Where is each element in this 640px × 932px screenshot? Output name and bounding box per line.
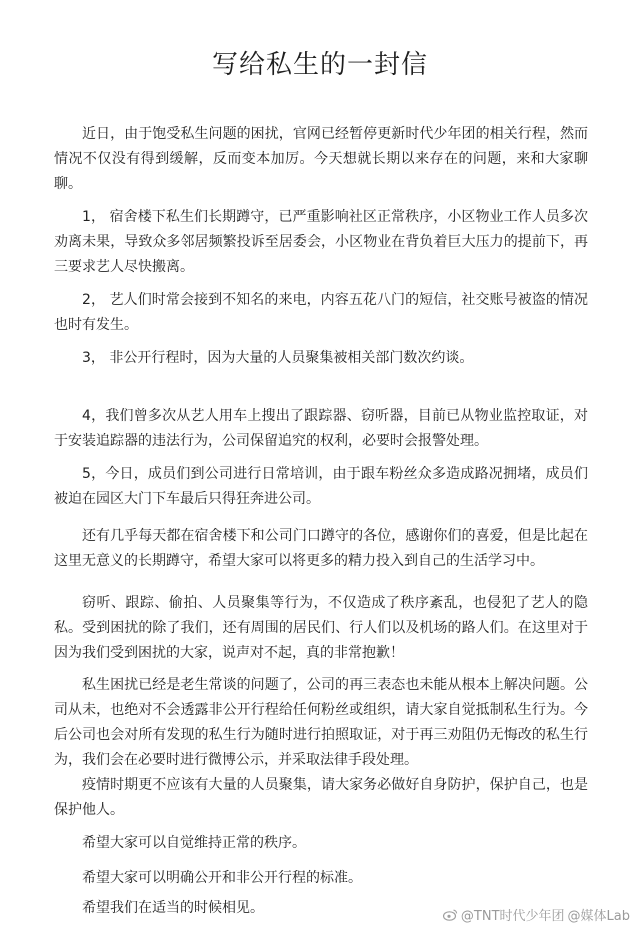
paragraph-item-5: 5，今日，成员们到公司进行日常培训，由于跟车粉丝众多造成路况拥堵，成员们被迫在园区大门下车最后只得狂奔进公司。 — [54, 466, 588, 507]
paragraph-item-1: 1， 宿舍楼下私生们长期蹲守，已严重影响社区正常秩序，小区物业工作人员多次劝离未果，导致众多邻居频繁投诉至居委会，小区物业在背负着巨大压力的提前下，再三要求艺人尽快搬离。 — [54, 209, 588, 275]
paragraph-privacy: 窃听、跟踪、偷拍、人员聚集等行为，不仅造成了秩序紊乱，也侵犯了艺人的隐私。受到困扰的除了我们，还有周围的居民们、行人们以及机场的路人们。在这里对于因为我们受到困扰的大家，说声对不起，真的非常抱歉！ — [54, 595, 588, 661]
paragraph-item-3: 3， 非公开行程时，因为大量的人员聚集被相关部门数次约谈。 — [82, 350, 474, 366]
paragraph-item-4: 4，我们曾多次从艺人用车上搜出了跟踪器、窃听器，目前已从物业监控取证，对于安装追踪器的违法行为，公司保留追究的权利，必要时会报警处理。 — [54, 408, 588, 449]
paragraph-epidemic: 疫情时期更不应该有大量的人员聚集，请大家务必做好自身防护，保护自己，也是保护他人。 — [54, 777, 588, 818]
paragraph-hope-1: 希望大家可以自觉维持正常的秩序。 — [82, 835, 306, 851]
watermark-account: @TNT时代少年团 — [460, 909, 565, 924]
letter-title: 写给私生的一封信 — [211, 50, 428, 80]
paragraph-fans: 还有几乎每天都在宿舍楼下和公司门口蹲守的各位，感谢你们的喜爱，但是比起在这里无意义的长期蹲守，希望大家可以将更多的精力投入到自己的生活学习中。 — [54, 528, 588, 569]
paragraph-intro: 近日，由于饱受私生问题的困扰，官网已经暂停更新时代少年团的相关行程，然而情况不仅没有得到缓解，反而变本加厉。今天想就长期以来存在的问题，来和大家聊聊。 — [54, 126, 588, 192]
paragraph-company: 私生困扰已经是老生常谈的问题了，公司的再三表态也未能从根本上解决问题。公司从未，也绝对不会透露非公开行程给任何粉丝或组织，请大家自觉抵制私生行为。今后公司也会对所有发现的私生行为随时进行拍照取证，对于再三劝阻仍无悔改的私生行为，我们会在必要时进行微博公示，并采取法律手段处理。 — [54, 677, 588, 768]
weibo-watermark — [443, 905, 630, 924]
watermark-account-2: @媒体Lab — [567, 909, 630, 924]
paragraph-item-2: 2， 艺人们时常会接到不知名的来电，内容五花八门的短信，社交账号被盗的情况也时有发生。 — [54, 292, 588, 333]
weibo-logo-icon — [443, 908, 458, 921]
paragraph-hope-3: 希望我们在适当的时候相见。 — [82, 900, 264, 916]
paragraph-hope-2: 希望大家可以明确公开和非公开行程的标准。 — [82, 870, 362, 886]
